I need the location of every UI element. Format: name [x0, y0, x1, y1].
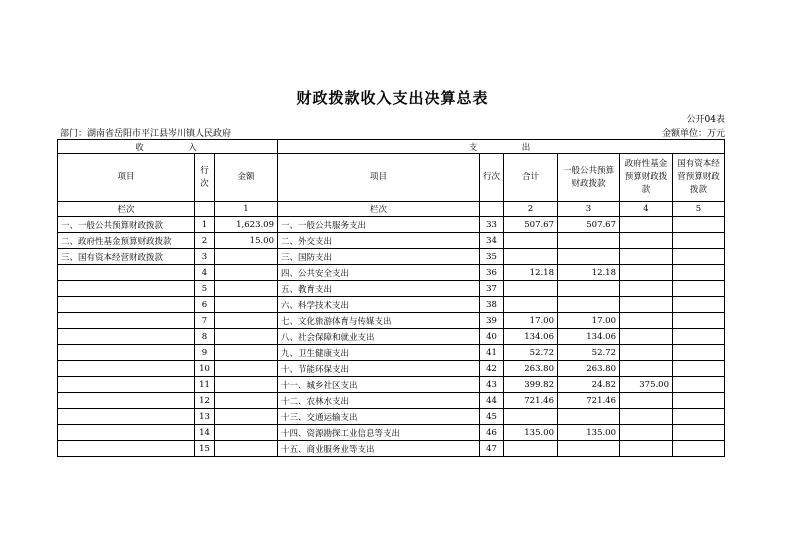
total-amount: 12.18 — [504, 265, 558, 281]
income-item — [58, 297, 195, 313]
expense-row-no: 42 — [480, 361, 504, 377]
expense-row-no: 37 — [480, 281, 504, 297]
expense-row-no: 38 — [480, 297, 504, 313]
total-amount — [504, 409, 558, 425]
income-item: 一、一般公共预算财政拨款 — [58, 217, 195, 233]
income-item — [58, 425, 195, 441]
column-header-row — [58, 154, 725, 202]
expense-row-no: 39 — [480, 313, 504, 329]
gov-fund-amount — [620, 265, 673, 281]
expense-item: 八、社会保障和就业支出 — [278, 329, 480, 345]
table-row — [58, 249, 725, 265]
general-budget-amount: 263.80 — [558, 361, 620, 377]
gov-fund-amount — [620, 361, 673, 377]
table-row — [58, 281, 725, 297]
gov-fund-header: 政府性基金预算财政拨款 — [620, 154, 673, 202]
income-amount — [215, 393, 278, 409]
general-budget-amount: 135.00 — [558, 425, 620, 441]
state-capital-amount — [673, 441, 725, 457]
income-row-no: 4 — [195, 265, 215, 281]
column-index-row — [58, 202, 725, 217]
expense-item: 六、科学技术支出 — [278, 297, 480, 313]
income-item — [58, 265, 195, 281]
income-row-no: 3 — [195, 249, 215, 265]
general-budget-amount: 721.46 — [558, 393, 620, 409]
table-row — [58, 329, 725, 345]
income-row-no: 5 — [195, 281, 215, 297]
income-amount: 1,623.09 — [215, 217, 278, 233]
general-budget-amount: 17.00 — [558, 313, 620, 329]
income-row-no: 13 — [195, 409, 215, 425]
page-title: 财政拨款收入支出决算总表 — [296, 89, 489, 107]
state-capital-amount — [673, 217, 725, 233]
state-capital-amount — [673, 425, 725, 441]
general-budget-amount: 24.82 — [558, 377, 620, 393]
general-budget-amount — [558, 441, 620, 457]
income-amount — [215, 409, 278, 425]
total-amount: 507.67 — [504, 217, 558, 233]
gov-fund-amount — [620, 233, 673, 249]
table-row — [58, 409, 725, 425]
general-budget-amount: 52.72 — [558, 345, 620, 361]
general-budget-amount: 134.06 — [558, 329, 620, 345]
income-item-header: 项目 — [58, 154, 195, 202]
state-capital-amount — [673, 281, 725, 297]
expense-row-no: 46 — [480, 425, 504, 441]
expense-item-header: 项目 — [278, 154, 480, 202]
gov-fund-amount — [620, 217, 673, 233]
income-amount — [215, 313, 278, 329]
expense-row-no: 43 — [480, 377, 504, 393]
expense-row-no: 41 — [480, 345, 504, 361]
total-amount — [504, 249, 558, 265]
income-amount — [215, 361, 278, 377]
table-row — [58, 313, 725, 329]
expense-item: 二、外交支出 — [278, 233, 480, 249]
expense-item: 十四、资源勘探工业信息等支出 — [278, 425, 480, 441]
state-capital-amount — [673, 345, 725, 361]
state-capital-amount — [673, 361, 725, 377]
income-row-no: 12 — [195, 393, 215, 409]
expense-item: 九、卫生健康支出 — [278, 345, 480, 361]
expense-item: 十三、交通运输支出 — [278, 409, 480, 425]
column-index-4: 4 — [620, 202, 673, 217]
income-section-header: 收 入 — [58, 140, 278, 154]
table-row — [58, 425, 725, 441]
expense-item: 十二、农林水支出 — [278, 393, 480, 409]
income-amount — [215, 297, 278, 313]
income-item — [58, 361, 195, 377]
table-row — [58, 297, 725, 313]
general-budget-amount — [558, 297, 620, 313]
expense-row-no: 35 — [480, 249, 504, 265]
table-row — [58, 265, 725, 281]
expense-row-no: 34 — [480, 233, 504, 249]
expense-item: 三、国防支出 — [278, 249, 480, 265]
total-amount — [504, 281, 558, 297]
expense-item: 十、节能环保支出 — [278, 361, 480, 377]
expense-item: 十五、商业服务业等支出 — [278, 441, 480, 457]
income-amount — [215, 329, 278, 345]
state-capital-amount — [673, 313, 725, 329]
expense-item: 四、公共安全支出 — [278, 265, 480, 281]
expense-row-no: 45 — [480, 409, 504, 425]
general-budget-amount: 12.18 — [558, 265, 620, 281]
income-row-no: 2 — [195, 233, 215, 249]
gov-fund-amount — [620, 441, 673, 457]
income-row-no: 9 — [195, 345, 215, 361]
gov-fund-amount: 375.00 — [620, 377, 673, 393]
gov-fund-amount — [620, 425, 673, 441]
total-header: 合计 — [504, 154, 558, 202]
general-budget-amount — [558, 249, 620, 265]
general-budget-amount — [558, 281, 620, 297]
form-number: 公开04表 — [686, 115, 725, 125]
table-row — [58, 393, 725, 409]
column-index-1: 1 — [215, 202, 278, 217]
income-item: 二、政府性基金预算财政拨款 — [58, 233, 195, 249]
income-item — [58, 393, 195, 409]
gov-fund-amount — [620, 329, 673, 345]
income-amount — [215, 265, 278, 281]
department-label: 部门：湖南省岳阳市平江县岑川镇人民政府 — [60, 129, 232, 139]
budget-table — [57, 139, 725, 457]
income-amount-header: 金额 — [215, 154, 278, 202]
gov-fund-amount — [620, 281, 673, 297]
income-amount — [215, 377, 278, 393]
expense-section-header: 支 出 — [278, 140, 725, 154]
general-budget-header: 一般公共预算财政拨款 — [558, 154, 620, 202]
income-item — [58, 313, 195, 329]
column-index-label: 栏次 — [58, 202, 195, 217]
total-amount: 721.46 — [504, 393, 558, 409]
state-capital-amount — [673, 393, 725, 409]
gov-fund-amount — [620, 393, 673, 409]
income-row-no: 7 — [195, 313, 215, 329]
total-amount — [504, 297, 558, 313]
expense-row-no: 36 — [480, 265, 504, 281]
expense-row-no: 40 — [480, 329, 504, 345]
expense-item: 十一、城乡社区支出 — [278, 377, 480, 393]
column-index-2: 2 — [504, 202, 558, 217]
income-row-no: 8 — [195, 329, 215, 345]
expense-row-no-header: 行次 — [480, 154, 504, 202]
income-row-no: 10 — [195, 361, 215, 377]
gov-fund-amount — [620, 297, 673, 313]
income-item — [58, 281, 195, 297]
total-amount — [504, 441, 558, 457]
state-capital-amount — [673, 297, 725, 313]
table-row — [58, 345, 725, 361]
general-budget-amount — [558, 233, 620, 249]
table-row — [58, 441, 725, 457]
income-amount — [215, 425, 278, 441]
income-item — [58, 441, 195, 457]
state-capital-amount — [673, 409, 725, 425]
state-capital-amount — [673, 377, 725, 393]
total-amount: 399.82 — [504, 377, 558, 393]
state-capital-amount — [673, 249, 725, 265]
income-item — [58, 329, 195, 345]
expense-row-no: 44 — [480, 393, 504, 409]
income-item — [58, 377, 195, 393]
expense-item: 五、教育支出 — [278, 281, 480, 297]
expense-item: 一、一般公共服务支出 — [278, 217, 480, 233]
income-amount — [215, 249, 278, 265]
general-budget-amount — [558, 409, 620, 425]
unit-label: 金额单位：万元 — [661, 129, 725, 139]
income-row-no: 1 — [195, 217, 215, 233]
gov-fund-amount — [620, 409, 673, 425]
income-item: 三、国有资本经营财政拨款 — [58, 249, 195, 265]
income-item — [58, 345, 195, 361]
total-amount: 52.72 — [504, 345, 558, 361]
expense-row-no: 47 — [480, 441, 504, 457]
section-header-row — [58, 140, 725, 154]
column-index-3: 3 — [558, 202, 620, 217]
income-item — [58, 409, 195, 425]
gov-fund-amount — [620, 345, 673, 361]
state-capital-header: 国有资本经营预算财政拨款 — [673, 154, 725, 202]
income-amount: 15.00 — [215, 233, 278, 249]
table-row — [58, 233, 725, 249]
state-capital-amount — [673, 329, 725, 345]
income-row-no: 15 — [195, 441, 215, 457]
income-row-no: 11 — [195, 377, 215, 393]
table-row — [58, 217, 725, 233]
income-row-no: 6 — [195, 297, 215, 313]
table-row — [58, 377, 725, 393]
column-index-label-2: 栏次 — [278, 202, 480, 217]
total-amount: 134.06 — [504, 329, 558, 345]
column-index-5: 5 — [673, 202, 725, 217]
income-row-no: 14 — [195, 425, 215, 441]
expense-row-no: 33 — [480, 217, 504, 233]
general-budget-amount: 507.67 — [558, 217, 620, 233]
total-amount: 263.80 — [504, 361, 558, 377]
state-capital-amount — [673, 265, 725, 281]
total-amount: 17.00 — [504, 313, 558, 329]
total-amount — [504, 233, 558, 249]
income-row-no-header: 行次 — [195, 154, 215, 202]
table-row — [58, 361, 725, 377]
income-amount — [215, 345, 278, 361]
expense-item: 七、文化旅游体育与传媒支出 — [278, 313, 480, 329]
income-amount — [215, 441, 278, 457]
gov-fund-amount — [620, 249, 673, 265]
state-capital-amount — [673, 233, 725, 249]
income-amount — [215, 281, 278, 297]
gov-fund-amount — [620, 313, 673, 329]
total-amount: 135.00 — [504, 425, 558, 441]
